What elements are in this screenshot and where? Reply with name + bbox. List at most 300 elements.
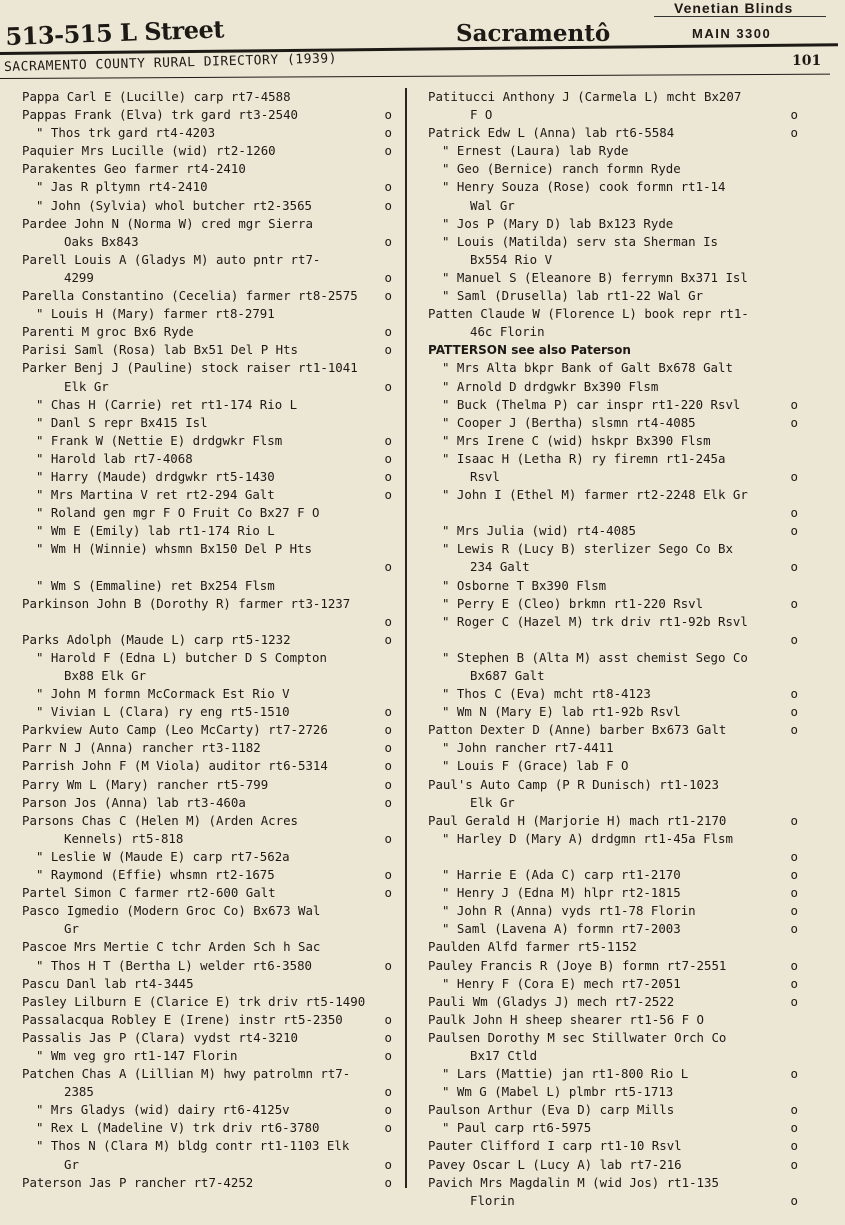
- entry-text: " Thos C (Eva) mcht rt8-4123: [442, 686, 651, 702]
- entry-text: Passalacqua Robley E (Irene) instr rt5-2350: [22, 1011, 343, 1027]
- directory-entry: [428, 631, 798, 649]
- owner-marker: [380, 595, 392, 613]
- entry-text: " John rancher rt7-4411: [442, 740, 614, 756]
- owner-marker: o: [790, 468, 798, 484]
- entry-text: " Henry Souza (Rose) cook formn rt1-14: [442, 179, 726, 195]
- owner-marker: o: [790, 505, 798, 521]
- directory-entry: [22, 323, 392, 341]
- entry-text: " Cooper J (Bertha) slsmn rt4-4085: [442, 414, 696, 430]
- directory-entry: [22, 577, 392, 595]
- owner-marker: [380, 902, 392, 920]
- directory-entry: [428, 721, 798, 739]
- owner-marker: [380, 649, 392, 667]
- directory-entry: [22, 178, 392, 196]
- owner-marker: o: [384, 197, 392, 213]
- entry-text: " Mrs Martina V ret rt2-294 Galt: [36, 487, 275, 503]
- entry-text: " Geo (Bernice) ranch formn Ryde: [442, 161, 681, 177]
- owner-marker: o: [790, 867, 798, 883]
- directory-entry: [428, 540, 798, 558]
- directory-entry: [22, 613, 392, 631]
- owner-marker: o: [384, 794, 392, 810]
- owner-marker: [380, 920, 392, 938]
- entry-text: " Thos H T (Bertha L) welder rt6-3580: [36, 957, 313, 973]
- owner-marker: [786, 1029, 798, 1047]
- directory-entry: [428, 830, 798, 848]
- entry-text: " Osborne T Bx390 Flsm: [442, 577, 607, 593]
- directory-entry: [428, 323, 798, 341]
- owner-marker: [380, 359, 392, 377]
- directory-entry: [428, 703, 798, 721]
- directory-entry: [22, 1029, 392, 1047]
- entry-text: " Thos N (Clara M) bldg contr rt1-1103 Elk: [36, 1138, 350, 1154]
- owner-marker: [786, 251, 798, 269]
- owner-marker: o: [790, 1066, 798, 1082]
- entry-text: Oaks Bx843: [64, 233, 139, 249]
- directory-entry: [22, 1137, 392, 1155]
- owner-marker: [380, 251, 392, 269]
- entry-text: 234 Galt: [470, 559, 530, 575]
- directory-entry: [428, 287, 798, 305]
- owner-marker: [786, 757, 798, 775]
- entry-text: " Wm N (Mary E) lab rt1-92b Rsvl: [442, 704, 681, 720]
- ad-rule: [654, 16, 826, 18]
- entry-text: " Wm S (Emmaline) ret Bx254 Flsm: [36, 577, 275, 593]
- entry-text: " John M formn McCormack Est Rio V: [36, 686, 290, 702]
- owner-marker: [786, 613, 798, 631]
- directory-entry: [428, 667, 798, 685]
- owner-marker: o: [790, 595, 798, 611]
- directory-entry: [22, 124, 392, 142]
- entry-text: " Roger C (Hazel M) trk driv rt1-92b Rsvl: [442, 613, 748, 629]
- entry-text: Gr: [64, 1156, 79, 1172]
- owner-marker: o: [790, 704, 798, 720]
- directory-entry: [22, 703, 392, 721]
- entry-text: " Roland gen mgr F O Fruit Co Bx27 F O: [36, 505, 320, 521]
- directory-entry: [22, 522, 392, 540]
- owner-marker: o: [790, 921, 798, 937]
- owner-marker: [380, 975, 392, 993]
- entry-text: " Henry F (Cora E) mech rt7-2051: [442, 975, 681, 991]
- owner-marker: [786, 233, 798, 251]
- directory-entry: [22, 251, 392, 269]
- owner-marker: [786, 1174, 798, 1192]
- owner-marker: [786, 486, 798, 504]
- directory-entry: [22, 468, 392, 486]
- directory-entry: [428, 178, 798, 196]
- entry-text: Parr N J (Anna) rancher rt3-1182: [22, 740, 261, 756]
- entry-text: Patitucci Anthony J (Carmela L) mcht Bx207: [428, 89, 742, 104]
- entry-text: Gr: [64, 921, 79, 937]
- owner-marker: [380, 812, 392, 830]
- owner-marker: o: [384, 1156, 392, 1172]
- owner-marker: o: [384, 1102, 392, 1118]
- owner-marker: o: [384, 143, 392, 159]
- owner-marker: [380, 160, 392, 178]
- owner-marker: o: [384, 1174, 392, 1190]
- directory-subtitle: SACRAMENTO COUNTY RURAL DIRECTORY (1939): [3, 51, 338, 75]
- owner-marker: [786, 432, 798, 450]
- directory-entry: [22, 378, 392, 396]
- directory-entry: [22, 414, 392, 432]
- owner-marker: [380, 215, 392, 233]
- owner-marker: [380, 88, 392, 106]
- directory-entry: [22, 269, 392, 287]
- entry-text: Parenti M groc Bx6 Ryde: [22, 324, 194, 340]
- owner-marker: o: [384, 957, 392, 973]
- entry-text: " Henry J (Edna M) hlpr rt2-1815: [442, 885, 681, 901]
- owner-marker: [786, 450, 798, 468]
- entry-text: Paquier Mrs Lucille (wid) rt2-1260: [22, 143, 276, 159]
- owner-marker: o: [384, 613, 392, 629]
- owner-marker: [786, 649, 798, 667]
- directory-entry: [428, 1083, 798, 1101]
- directory-entry: [22, 1011, 392, 1029]
- directory-entry: [428, 269, 798, 287]
- entry-text: Pardee John N (Norma W) cred mgr Sierra: [22, 215, 313, 231]
- entry-text: " Leslie W (Maude E) carp rt7-562a: [36, 848, 290, 864]
- directory-entry: [22, 1047, 392, 1065]
- directory-entry: [428, 1011, 798, 1029]
- entry-text: " Arnold D drdgwkr Bx390 Flsm: [442, 378, 659, 394]
- directory-entry: [428, 1192, 798, 1210]
- owner-marker: [786, 667, 798, 685]
- owner-marker: [786, 1047, 798, 1065]
- owner-marker: o: [384, 269, 392, 285]
- owner-marker: [380, 1065, 392, 1083]
- owner-marker: o: [790, 125, 798, 141]
- entry-text: Parker Benj J (Pauline) stock raiser rt1-1041: [22, 360, 358, 376]
- directory-entry: [428, 197, 798, 215]
- owner-marker: o: [384, 125, 392, 141]
- directory-entry: [22, 812, 392, 830]
- entry-text: " Lars (Mattie) jan rt1-800 Rio L: [442, 1066, 689, 1082]
- directory-entry: [428, 595, 798, 613]
- directory-entry: [428, 468, 798, 486]
- owner-marker: o: [384, 179, 392, 195]
- directory-entry: [22, 794, 392, 812]
- directory-entry: [428, 794, 798, 812]
- owner-marker: [786, 160, 798, 178]
- entry-text: Parrish John F (M Viola) auditor rt6-5314: [22, 758, 328, 774]
- directory-entry: [428, 504, 798, 522]
- directory-entry: [428, 577, 798, 595]
- directory-entry: [22, 1101, 392, 1119]
- owner-marker: [786, 323, 798, 341]
- owner-marker: o: [790, 903, 798, 919]
- directory-entry: [22, 540, 392, 558]
- directory-entry: [22, 993, 392, 1011]
- entry-text: " Isaac H (Letha R) ry firemn rt1-245a: [442, 450, 726, 466]
- page-number: 101: [792, 53, 822, 69]
- entry-text: " Paul carp rt6-5975: [442, 1120, 592, 1136]
- entry-text: Paul Gerald H (Marjorie H) mach rt1-2170: [428, 812, 727, 828]
- owner-marker: [380, 938, 392, 956]
- owner-marker: o: [790, 885, 798, 901]
- entry-text: " Wm veg gro rt1-147 Florin: [36, 1047, 238, 1063]
- entry-text: Florin: [470, 1192, 515, 1208]
- directory-entry: [22, 902, 392, 920]
- entry-text: " Mrs Julia (wid) rt4-4085: [442, 523, 636, 539]
- directory-entry: [22, 957, 392, 975]
- entry-text: Pasley Lilburn E (Clarice E) trk driv rt5-1490: [22, 993, 366, 1009]
- owner-marker: o: [384, 378, 392, 394]
- owner-marker: o: [384, 450, 392, 466]
- directory-entry: [428, 613, 798, 631]
- entry-text: " Louis F (Grace) lab F O: [442, 758, 629, 774]
- entry-text: Parkview Auto Camp (Leo McCarty) rt7-2726: [22, 722, 328, 738]
- entry-text: " Jas R pltymn rt4-2410: [36, 179, 208, 195]
- entry-text: Elk Gr: [470, 794, 515, 810]
- directory-entry: [428, 757, 798, 775]
- directory-entry: [22, 142, 392, 160]
- owner-marker: o: [790, 722, 798, 738]
- directory-entry: [428, 649, 798, 667]
- directory-entry: [428, 396, 798, 414]
- directory-entry: [22, 215, 392, 233]
- directory-entry: [428, 1156, 798, 1174]
- owner-marker: o: [790, 1138, 798, 1154]
- entry-text: Patrick Edw L (Anna) lab rt6-5584: [428, 125, 675, 141]
- owner-marker: o: [384, 1084, 392, 1100]
- directory-entry: [22, 197, 392, 215]
- owner-marker: [380, 577, 392, 595]
- owner-marker: [786, 794, 798, 812]
- owner-marker: o: [790, 957, 798, 973]
- owner-marker: [786, 359, 798, 377]
- entry-text: " Saml (Drusella) lab rt1-22 Wal Gr: [442, 288, 704, 304]
- entry-text: " Harley D (Mary A) drdgmn rt1-45a Flsm: [442, 830, 733, 846]
- entry-text: Parella Constantino (Cecelia) farmer rt8-2575: [22, 288, 358, 304]
- owner-marker: o: [384, 107, 392, 123]
- entry-text: Bx554 Rio V: [470, 251, 553, 267]
- owner-marker: o: [384, 867, 392, 883]
- owner-marker: [786, 305, 798, 323]
- entry-text: " John I (Ethel M) farmer rt2-2248 Elk Gr: [442, 487, 748, 503]
- owner-marker: o: [384, 1011, 392, 1027]
- directory-entry: [22, 1119, 392, 1137]
- directory-entry: [22, 866, 392, 884]
- owner-marker: [786, 1011, 798, 1029]
- entry-text: " Wm E (Emily) lab rt1-174 Rio L: [36, 523, 275, 539]
- directory-entry: [22, 649, 392, 667]
- directory-entry: [22, 1174, 392, 1192]
- owner-marker: [786, 215, 798, 233]
- directory-entry: [22, 739, 392, 757]
- entry-text: Bx17 Ctld: [470, 1047, 538, 1063]
- directory-entry: [428, 848, 798, 866]
- directory-entry: [22, 1065, 392, 1083]
- section-heading: [428, 341, 798, 359]
- entry-text: Pascu Danl lab rt4-3445: [22, 975, 194, 991]
- directory-entry: [428, 88, 798, 106]
- owner-marker: o: [384, 288, 392, 304]
- directory-entry: [22, 830, 392, 848]
- entry-text: 2385: [64, 1084, 94, 1100]
- owner-marker: [380, 540, 392, 558]
- entry-text: " John R (Anna) vyds rt1-78 Florin: [442, 903, 696, 919]
- owner-marker: [786, 830, 798, 848]
- directory-entry: [22, 305, 392, 323]
- owner-marker: o: [384, 722, 392, 738]
- owner-marker: o: [790, 414, 798, 430]
- entry-text: Pauter Clifford I carp rt1-10 Rsvl: [428, 1138, 682, 1154]
- entry-text: " Wm G (Mabel L) plmbr rt5-1713: [442, 1084, 674, 1100]
- owner-marker: [786, 341, 798, 359]
- owner-marker: o: [384, 758, 392, 774]
- entry-text: " Ernest (Laura) lab Ryde: [442, 143, 629, 159]
- entry-text: " Lewis R (Lucy B) sterlizer Sego Co Bx: [442, 541, 733, 557]
- owner-marker: [786, 776, 798, 794]
- entry-text: " Manuel S (Eleanore B) ferrymn Bx371 Isl: [442, 269, 748, 285]
- entry-text: " Harry (Maude) drdgwkr rt5-1430: [36, 468, 275, 484]
- owner-marker: [786, 269, 798, 287]
- entry-text: 4299: [64, 269, 94, 285]
- directory-entry: [428, 558, 798, 576]
- directory-entry: [428, 1047, 798, 1065]
- directory-entry: [428, 305, 798, 323]
- entry-text: Patten Claude W (Florence L) book repr rt1-: [428, 306, 749, 322]
- entry-text: Pasco Igmedio (Modern Groc Co) Bx673 Wal: [22, 903, 321, 919]
- owner-marker: o: [384, 631, 392, 647]
- entry-text: Elk Gr: [64, 378, 109, 394]
- owner-marker: o: [384, 559, 392, 575]
- owner-marker: o: [790, 523, 798, 539]
- entry-text: " Mrs Irene C (wid) hskpr Bx390 Flsm: [442, 432, 711, 448]
- directory-entry: [22, 1156, 392, 1174]
- owner-marker: o: [790, 107, 798, 123]
- entry-text: Pappas Frank (Elva) trk gard rt3-2540: [22, 107, 299, 123]
- directory-entry: [428, 993, 798, 1011]
- right-column: [428, 88, 798, 1210]
- owner-marker: [380, 414, 392, 432]
- entry-text: Pascoe Mrs Mertie C tchr Arden Sch h Sac: [22, 939, 321, 955]
- directory-entry: [428, 1101, 798, 1119]
- owner-marker: [786, 540, 798, 558]
- entry-text: " Harold lab rt7-4068: [36, 450, 193, 466]
- owner-marker: o: [790, 848, 798, 864]
- directory-entry: [22, 884, 392, 902]
- directory-entry: [428, 450, 798, 468]
- entry-text: Parisi Saml (Rosa) lab Bx51 Del P Hts: [22, 342, 299, 358]
- entry-text: " Harrie E (Ada C) carp rt1-2170: [442, 867, 681, 883]
- directory-entry: [22, 848, 392, 866]
- directory-entry: [428, 902, 798, 920]
- entry-text: " Danl S repr Bx415 Isl: [36, 414, 208, 430]
- entry-text: " Vivian L (Clara) ry eng rt5-1510: [36, 704, 290, 720]
- directory-entry: [22, 106, 392, 124]
- directory-entry: [22, 595, 392, 613]
- entry-text: Pappa Carl E (Lucille) carp rt7-4588: [22, 89, 291, 104]
- entry-text: " Buck (Thelma P) car inspr rt1-220 Rsvl: [442, 396, 741, 412]
- entry-text: " Chas H (Carrie) ret rt1-174 Rio L: [36, 396, 298, 412]
- entry-text: " Mrs Alta bkpr Bank of Galt Bx678 Galt: [442, 360, 733, 376]
- entry-text: " Mrs Gladys (wid) dairy rt6-4125v: [36, 1102, 290, 1118]
- entry-text: " Wm H (Winnie) whsmn Bx150 Del P Hts: [36, 541, 313, 557]
- directory-entry: [428, 142, 798, 160]
- directory-entry: [428, 522, 798, 540]
- owner-marker: [380, 522, 392, 540]
- entry-text: F O: [470, 107, 493, 123]
- entry-text: Paulson Arthur (Eva D) carp Mills: [428, 1102, 675, 1118]
- directory-entry: [428, 812, 798, 830]
- directory-entry: [22, 486, 392, 504]
- entry-text: " John (Sylvia) whol butcher rt2-3565: [36, 197, 313, 213]
- entry-text: Pavich Mrs Magdalin M (wid Jos) rt1-135: [428, 1174, 719, 1190]
- owner-marker: o: [384, 1029, 392, 1045]
- owner-marker: o: [790, 631, 798, 647]
- owner-marker: o: [384, 432, 392, 448]
- page-header: [0, 0, 845, 90]
- owner-marker: o: [790, 1156, 798, 1172]
- owner-marker: o: [384, 885, 392, 901]
- directory-entry: [428, 215, 798, 233]
- directory-entry: [428, 957, 798, 975]
- entry-text: Parsons Chas C (Helen M) (Arden Acres: [22, 812, 299, 828]
- entry-text: Patchen Chas A (Lillian M) hwy patrolmn rt7-: [22, 1066, 351, 1082]
- owner-marker: o: [790, 1192, 798, 1208]
- owner-marker: o: [384, 233, 392, 249]
- directory-entry: [428, 776, 798, 794]
- entry-text: Parks Adolph (Maude L) carp rt5-1232: [22, 631, 291, 647]
- entry-text: Parry Wm L (Mary) rancher rt5-799: [22, 776, 269, 792]
- owner-marker: [380, 667, 392, 685]
- entry-text: Patton Dexter D (Anne) barber Bx673 Galt: [428, 722, 727, 738]
- owner-marker: o: [790, 1102, 798, 1118]
- owner-marker: [380, 396, 392, 414]
- directory-entry: [428, 1137, 798, 1155]
- directory-entry: [428, 124, 798, 142]
- entry-text: Paterson Jas P rancher rt7-4252: [22, 1174, 254, 1190]
- directory-entry: [428, 938, 798, 956]
- directory-entry: [22, 920, 392, 938]
- street-address: 513-515 L Street: [4, 14, 225, 52]
- entry-text: Paul's Auto Camp (P R Dunisch) rt1-1023: [428, 776, 719, 792]
- directory-entry: [428, 739, 798, 757]
- directory-entry: [428, 866, 798, 884]
- entry-text: Partel Simon C farmer rt2-600 Galt: [22, 885, 276, 901]
- owner-marker: [380, 685, 392, 703]
- directory-entry: [22, 685, 392, 703]
- owner-marker: o: [384, 487, 392, 503]
- entry-text: " Thos trk gard rt4-4203: [36, 125, 216, 141]
- column-divider: [405, 88, 407, 1188]
- entry-text: Pauley Francis R (Joye B) formn rt7-2551: [428, 957, 727, 973]
- owner-marker: o: [790, 1120, 798, 1136]
- directory-entry: [22, 233, 392, 251]
- directory-entry: [428, 920, 798, 938]
- directory-entry: [22, 160, 392, 178]
- directory-entry: [22, 432, 392, 450]
- directory-entry: [428, 975, 798, 993]
- directory-entry: [22, 359, 392, 377]
- directory-entry: [22, 558, 392, 576]
- entry-text: Kennels) rt5-818: [64, 830, 184, 846]
- directory-entry: [22, 504, 392, 522]
- owner-marker: [786, 142, 798, 160]
- owner-marker: [786, 378, 798, 396]
- entry-text: Pavey Oscar L (Lucy A) lab rt7-216: [428, 1156, 682, 1172]
- directory-entry: [22, 396, 392, 414]
- entry-text: 46c Florin: [470, 324, 545, 340]
- entry-text: " Jos P (Mary D) lab Bx123 Ryde: [442, 215, 674, 231]
- ad-phone: MAIN 3300: [692, 26, 772, 41]
- owner-marker: [380, 993, 392, 1011]
- directory-entry: [428, 685, 798, 703]
- entry-text: Paulk John H sheep shearer rt1-56 F O: [428, 1011, 705, 1027]
- owner-marker: o: [384, 776, 392, 792]
- entry-text: " Saml (Lavena A) formn rt7-2003: [442, 921, 681, 937]
- directory-entry: [428, 251, 798, 269]
